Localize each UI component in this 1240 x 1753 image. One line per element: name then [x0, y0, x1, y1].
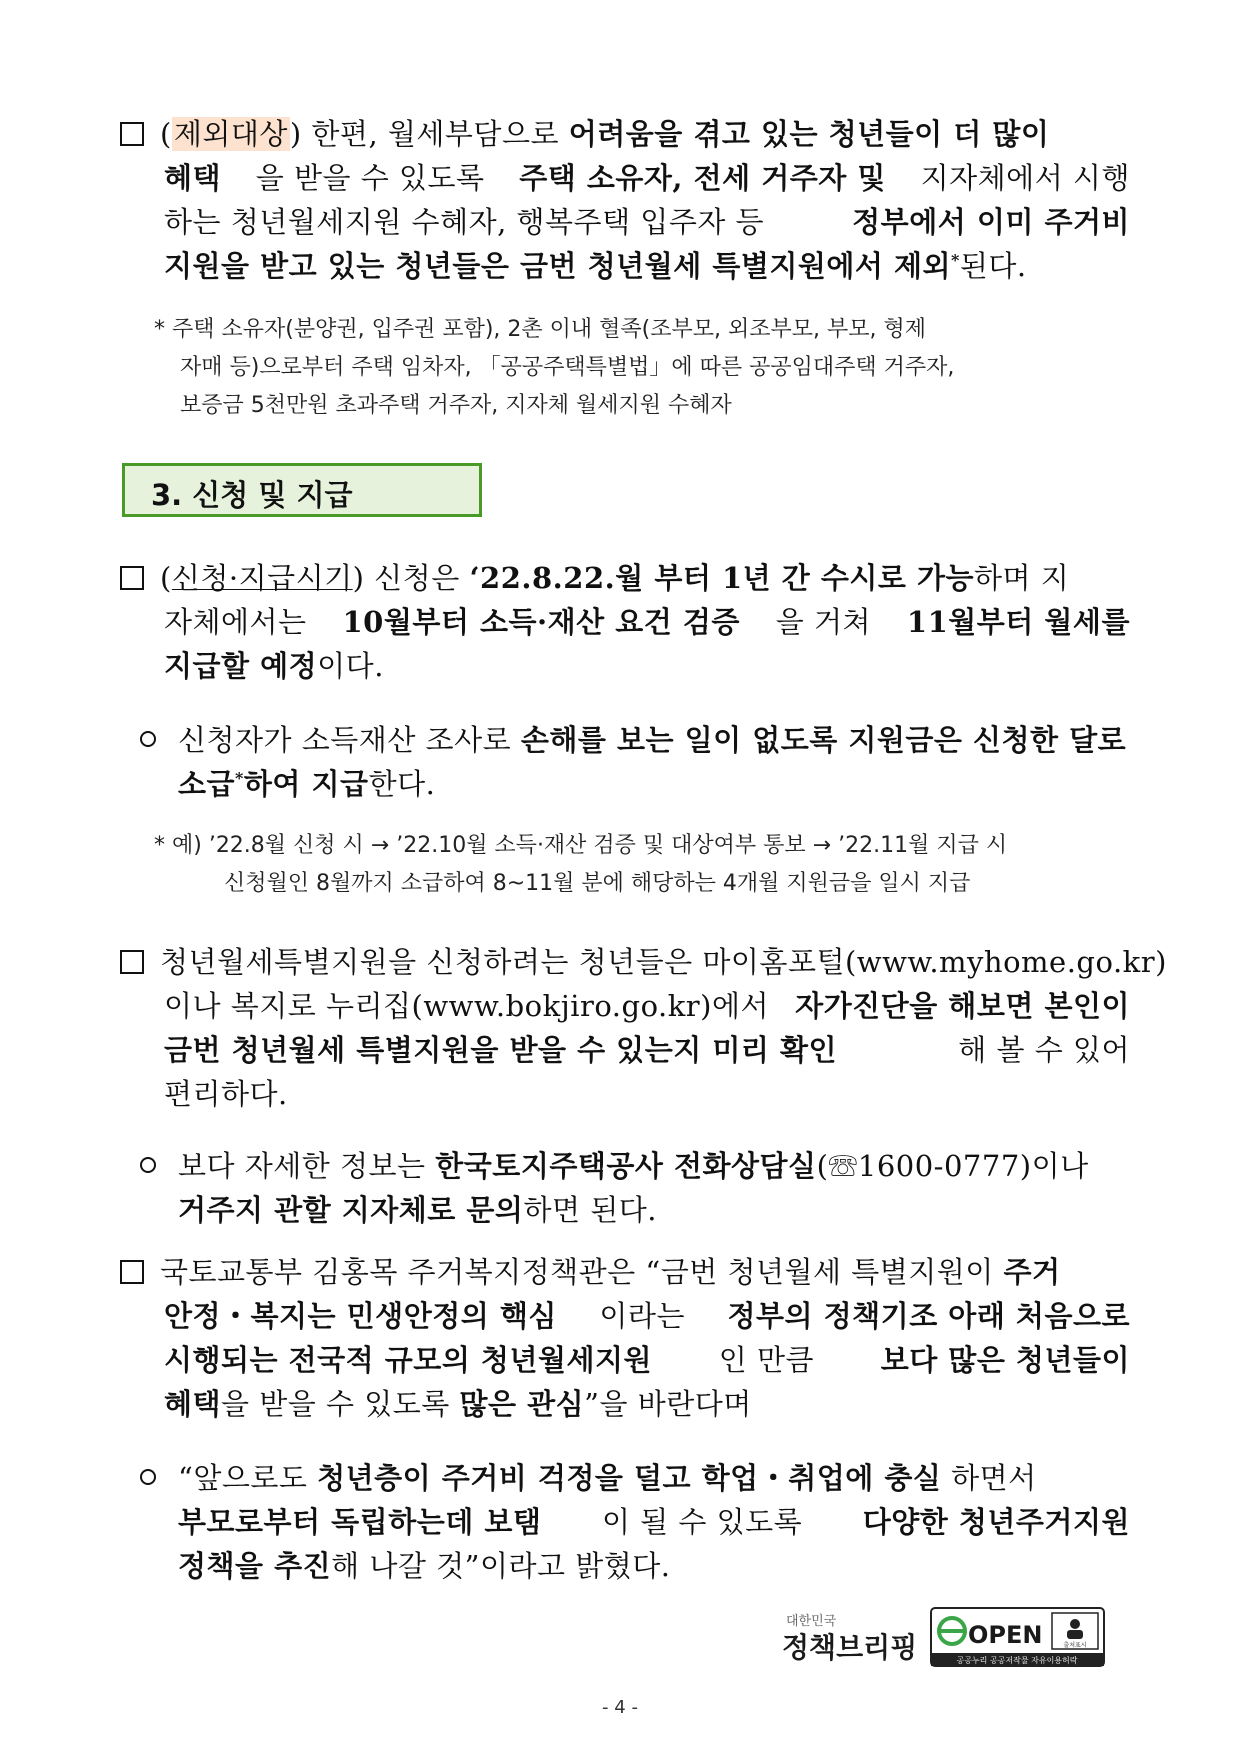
paragraph-quote: 국토교통부 김홍목 주거복지정책관은 “금번 청년월세 특별지원이 주거 안정・복지는 민생안정의 핵심 이라는 정부의 정책기조 아래 처음으로 시행되는 전국적 규모의 청년월세지원 인 만큼 보다 많은 청년들이 혜택을 받을 수 있도록 많은 관심”을 바란다며 — [120, 1250, 1130, 1426]
timing-tag: 신청·지급시기 — [171, 561, 353, 595]
svg-text:OPEN: OPEN — [968, 1621, 1043, 1649]
svg-text:대한민국: 대한민국 — [786, 1614, 837, 1629]
checkbox-bullet-icon — [120, 122, 144, 146]
kogl-open-license-logo — [930, 1607, 1105, 1667]
exclusion-tag: 제외대상 — [173, 117, 288, 151]
circle-bullet-icon — [140, 1157, 156, 1173]
circle-item-future: “앞으로도 청년층이 주거비 걱정을 덜고 학업・취업에 충실 하면서 부모로부터 독립하는데 보탬 이 될 수 있도록 다양한 청년주거지원 정책을 추진해 나갈 것”이라고 밝혔다. — [140, 1456, 1130, 1588]
policy-briefing-logo — [780, 1607, 920, 1667]
section-header — [122, 463, 482, 517]
circle-bullet-icon — [140, 731, 156, 747]
svg-text:공공누리 공공저작물 자유이용허락: 공공누리 공공저작물 자유이용허락 — [956, 1656, 1078, 1665]
checkbox-bullet-icon — [120, 950, 144, 974]
page-number: - 4 - — [602, 1697, 638, 1718]
svg-text:출처표시: 출처표시 — [1063, 1642, 1087, 1649]
paragraph-application-timing: (신청·지급시기) 신청은 ‘22.8.22.월 부터 1년 간 수시로 가능하며 지 자체에서는 10월부터 소득·재산 요건 검증 을 거쳐 11월부터 월세를 지급할 예정이다. — [120, 556, 1130, 688]
svg-text:정책브리핑: 정책브리핑 — [782, 1631, 918, 1664]
section-title: 3. 신청 및 지급 — [151, 478, 353, 512]
paragraph-self-check: 청년월세특별지원을 신청하려는 청년들은 마이홈포털(www.myhome.go.kr) 이나 복지로 누리집(www.bokjiro.go.kr)에서 자가진단을 해보면 본인이 금번 청년월세 특별지원을 받을 수 있는지 미리 확인 해 볼 수 있어 편리하다. — [120, 940, 1130, 1116]
circle-item-contact: 보다 자세한 정보는 한국토지주택공사 전화상담실(☏1600-0777)이나 거주지 관할 지자체로 문의하면 된다. — [140, 1144, 1130, 1232]
checkbox-bullet-icon — [120, 1260, 144, 1284]
paragraph-exclusion: (제외대상) 한편, 월세부담으로 어려움을 겪고 있는 청년들이 더 많이 혜택 을 받을 수 있도록 주택 소유자, 전세 거주자 및 지자체에서 시행 하는 청년월세지원 수혜자, 행복주택 입주자 등 정부에서 이미 주거비 지원을 받고 있는 청년들은 금번 청년월세 특별지원에서 제외*된다. — [120, 112, 1130, 288]
checkbox-bullet-icon — [120, 566, 144, 590]
circle-item-retroactive: 신청자가 소득재산 조사로 손해를 보는 일이 없도록 지원금은 신청한 달로 소급*하여 지급한다. — [140, 718, 1130, 806]
footnote-example: * 예) ’22.8월 신청 시 → ’22.10월 소득·재산 검증 및 대상여부 통보 → ’22.11월 지급 시 신청월인 8월까지 소급하여 8~11월 분에 해당하는 4개월 지원금을 일시 지급 — [154, 833, 1008, 896]
footnote-exclusion: * 주택 소유자(분양권, 입주권 포함), 2촌 이내 혈족(조부모, 외조부모, 부모, 형제 자매 등)으로부터 주택 임차자, 「공공주택특별법」에 따른 공공임대주택 거주자, 보증금 5천만원 초과주택 거주자, 지자체 월세지원 수혜자 — [154, 317, 955, 418]
circle-bullet-icon — [140, 1469, 156, 1485]
